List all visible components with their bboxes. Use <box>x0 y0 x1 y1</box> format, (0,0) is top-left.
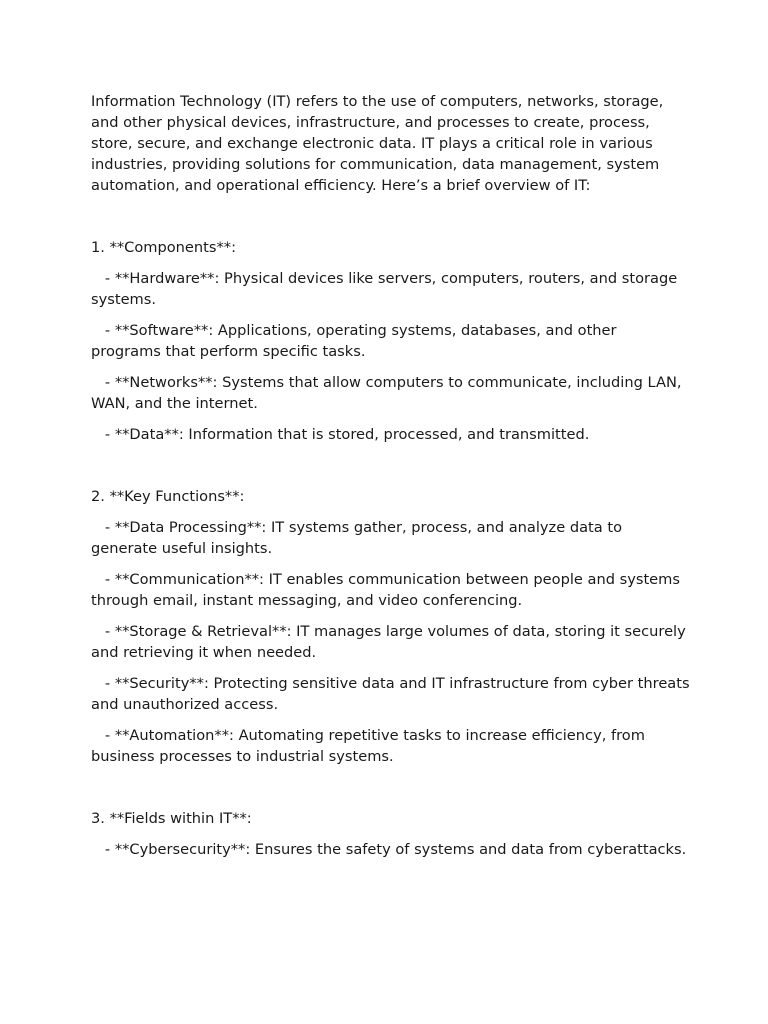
intro-paragraph: Information Technology (IT) refers to the use of computers, networks, storage, and other physical devices, infrastructure, and processes to create, process, store, secure, and exchange electronic data. IT plays a critical role in various industries, providing solutions for communication, data management, system automation, and operational efficiency. Here’s a brief overview of IT: <box>91 93 668 194</box>
section-key-functions <box>91 486 695 767</box>
list-item-communication: - **Communication**: IT enables communication between people and systems through email, instant messaging, and video conferencing. <box>91 571 685 609</box>
list-item-cybersecurity: - **Cybersecurity**: Ensures the safety of systems and data from cyberattacks. <box>91 841 687 858</box>
section-fields-within-it <box>91 808 691 860</box>
list-item-software: - **Software**: Applications, operating systems, databases, and other programs that perform specific tasks. <box>91 322 622 360</box>
document-page <box>91 91 695 870</box>
list-item-automation: - **Automation**: Automating repetitive tasks to increase efficiency, from business processes to industrial systems. <box>91 727 650 765</box>
list-item-networks: - **Networks**: Systems that allow computers to communicate, including LAN, WAN, and the internet. <box>91 374 687 412</box>
list-item-storage-retrieval: - **Storage & Retrieval**: IT manages large volumes of data, storing it securely and retrieving it when needed. <box>91 623 691 661</box>
list-item-data-processing: - **Data Processing**: IT systems gather, process, and analyze data to generate useful insights. <box>91 519 627 557</box>
list-item-hardware: - **Hardware**: Physical devices like servers, computers, routers, and storage systems. <box>91 270 682 308</box>
section-heading: 2. **Key Functions**: <box>91 488 245 505</box>
list-item-security: - **Security**: Protecting sensitive data and IT infrastructure from cyber threats and unauthorized access. <box>91 675 695 713</box>
section-components <box>91 237 691 445</box>
section-heading: 3. **Fields within IT**: <box>91 810 252 827</box>
list-item-data: - **Data**: Information that is stored, processed, and transmitted. <box>91 426 590 443</box>
section-heading: 1. **Components**: <box>91 239 236 256</box>
